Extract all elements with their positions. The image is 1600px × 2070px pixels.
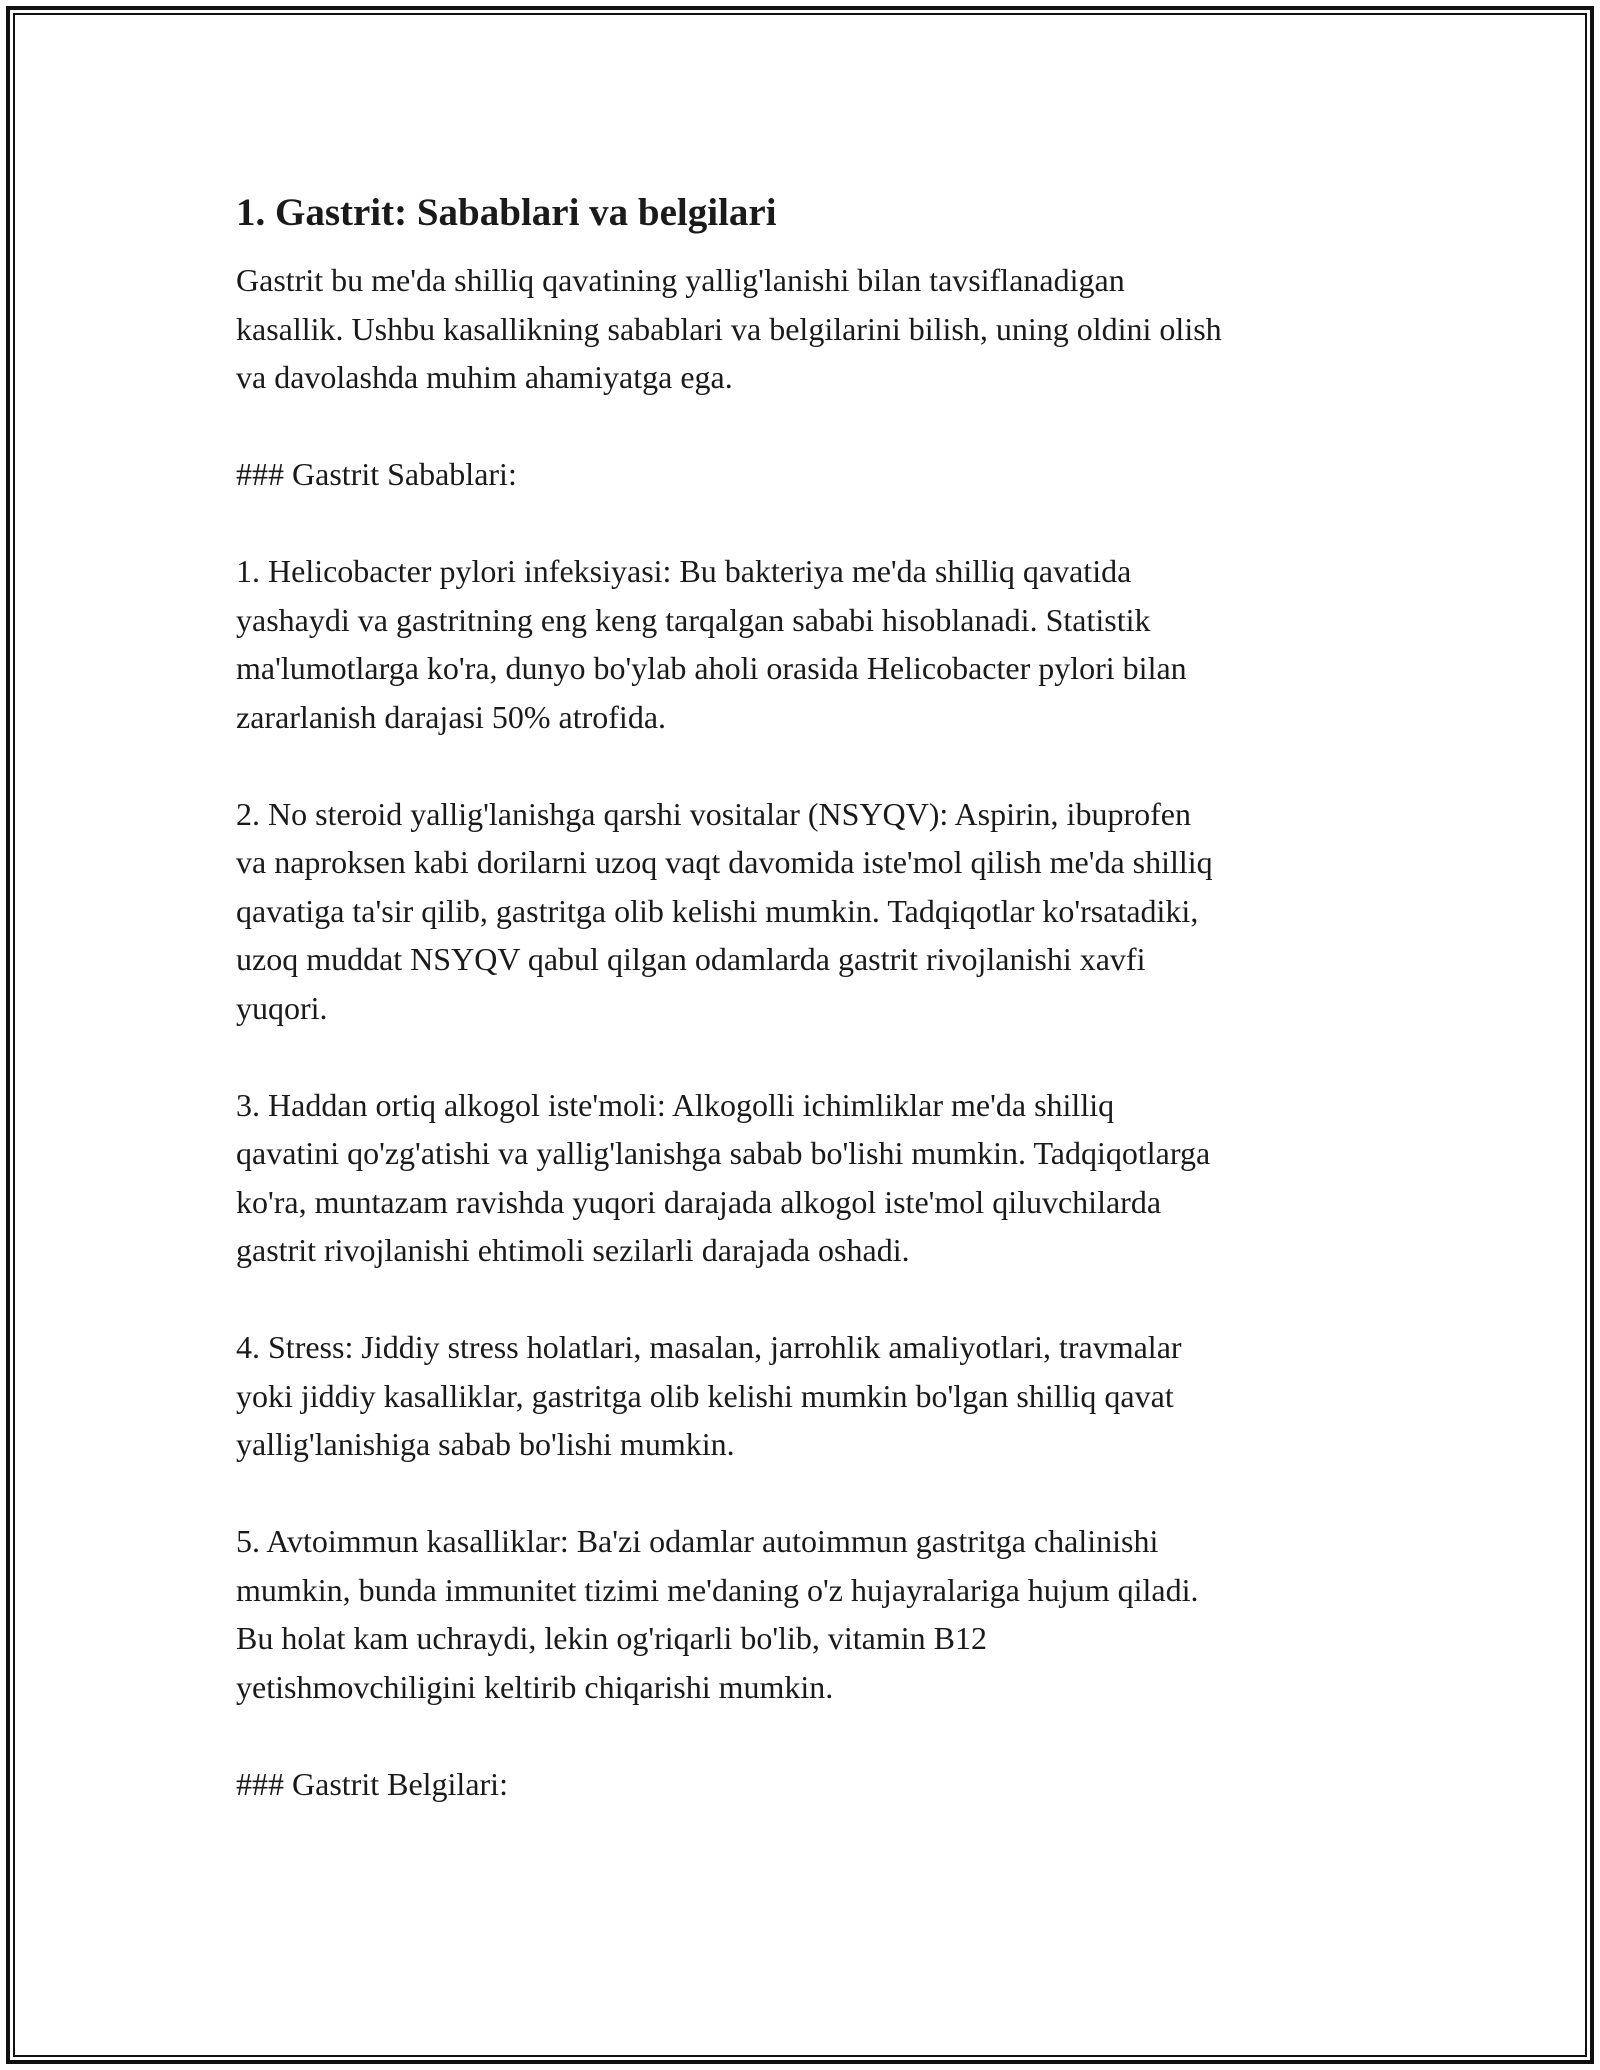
document-body xyxy=(236,186,1386,1857)
cause-item-3: 3. Haddan ortiq alkogol iste'moli: Alkogolli ichimliklar me'da shilliq qavatini qo'zg'atishi va yallig'lanishga sabab bo'lishi mumkin. Tadqiqotlarga ko'ra, muntazam ravishda yuqori darajada alkogol iste'mol qiluvchilarda gastrit rivojlanishi ehtimoli sezilarli darajada oshadi. xyxy=(236,1086,1211,1268)
section-heading-symptoms: ### Gastrit Belgilari: xyxy=(236,1765,508,1802)
cause-item-2: 2. No steroid yallig'lanishga qarshi vositalar (NSYQV): Aspirin, ibuprofen va naproksen kabi dorilarni uzoq vaqt davomida iste'mol qilish me'da shilliq qavatiga ta'sir qilib, gastritga olib kelishi mumkin. Tadqiqotlar ko'rsatadiki, uzoq muddat NSYQV qabul qilgan odamlarda gastrit rivojlanishi xavfi yuqori. xyxy=(236,795,1213,1026)
cause-item-4: 4. Stress: Jiddiy stress holatlari, masalan, jarrohlik amaliyotlari, travmalar yoki jiddiy kasalliklar, gastritga olib kelishi mumkin bo'lgan shilliq qavat yallig'lanishiga sabab bo'lishi mumkin. xyxy=(236,1329,1182,1462)
cause-item-1: 1. Helicobacter pylori infeksiyasi: Bu bakteriya me'da shilliq qavatida yashaydi va gastritning eng keng tarqalgan sababi hisoblanadi. Statistik ma'lumotlarga ko'ra, dunyo bo'ylab aholi orasida Helicobacter pylori bilan zararlanish darajasi 50% atrofida. xyxy=(236,553,1187,735)
document-title: 1. Gastrit: Sabablari va belgilari xyxy=(236,191,777,234)
cause-item-5: 5. Avtoimmun kasalliklar: Ba'zi odamlar autoimmun gastritga chalinishi mumkin, bunda immunitet tizimi me'daning o'z hujayralariga hujum qiladi. Bu holat kam uchraydi, lekin og'riqarli bo'lib, vitamin B12 yetishmovchiligini keltirib chiqarishi mumkin. xyxy=(236,1523,1199,1705)
intro-paragraph: Gastrit bu me'da shilliq qavatining yallig'lanishi bilan tavsiflanadigan kasallik. Ushbu kasallikning sabablari va belgilarini bilish, uning oldini olish va davolashda muhim ahamiyatga ega. xyxy=(236,262,1222,395)
section-heading-causes: ### Gastrit Sabablari: xyxy=(236,456,517,492)
